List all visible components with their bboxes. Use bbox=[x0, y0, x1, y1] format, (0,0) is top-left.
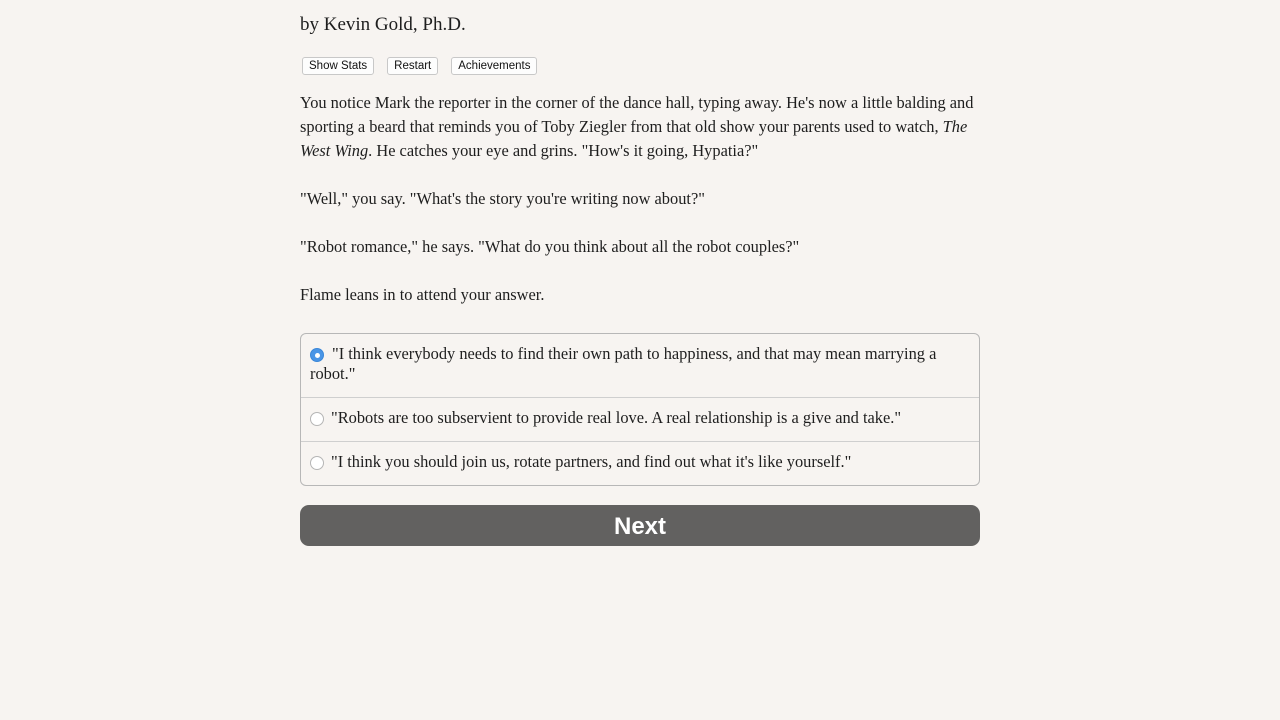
story-paragraph-2: "Well," you say. "What's the story you're writing now about?" bbox=[300, 189, 705, 208]
story-text bbox=[300, 91, 990, 331]
choice-option-3[interactable] bbox=[301, 442, 979, 485]
story-paragraph-4: Flame leans in to attend your answer. bbox=[300, 285, 545, 304]
choice-label: "Robots are too subservient to provide real love. A real relationship is a give and take." bbox=[331, 408, 902, 427]
choice-list bbox=[300, 333, 980, 486]
choice-option-2[interactable] bbox=[301, 398, 979, 442]
radio-unselected-icon[interactable] bbox=[310, 456, 324, 470]
choice-option-1[interactable] bbox=[301, 334, 979, 398]
choice-label: "I think you should join us, rotate partners, and find out what it's like yourself." bbox=[331, 452, 852, 471]
toolbar bbox=[302, 57, 537, 75]
story-paragraph-3: "Robot romance," he says. "What do you think about all the robot couples?" bbox=[300, 237, 800, 256]
story-paragraph-1: You notice Mark the reporter in the corner of the dance hall, typing away. He's now a little balding and sporting a beard that reminds you of Toby Ziegler from that old show your parents used to watch, The West Wing. He catches your eye and grins. "How's it going, Hypatia?" bbox=[300, 93, 974, 160]
next-button[interactable]: Next bbox=[300, 505, 980, 546]
achievements-button[interactable]: Achievements bbox=[451, 57, 537, 75]
restart-button[interactable]: Restart bbox=[387, 57, 438, 75]
show-title: The West Wing bbox=[300, 117, 968, 160]
choice-label: "I think everybody needs to find their own path to happiness, and that may mean marrying a robot." bbox=[310, 344, 937, 383]
author-byline: by Kevin Gold, Ph.D. bbox=[300, 14, 466, 35]
radio-unselected-icon[interactable] bbox=[310, 412, 324, 426]
radio-selected-icon[interactable] bbox=[310, 348, 324, 362]
show-stats-button[interactable]: Show Stats bbox=[302, 57, 374, 75]
